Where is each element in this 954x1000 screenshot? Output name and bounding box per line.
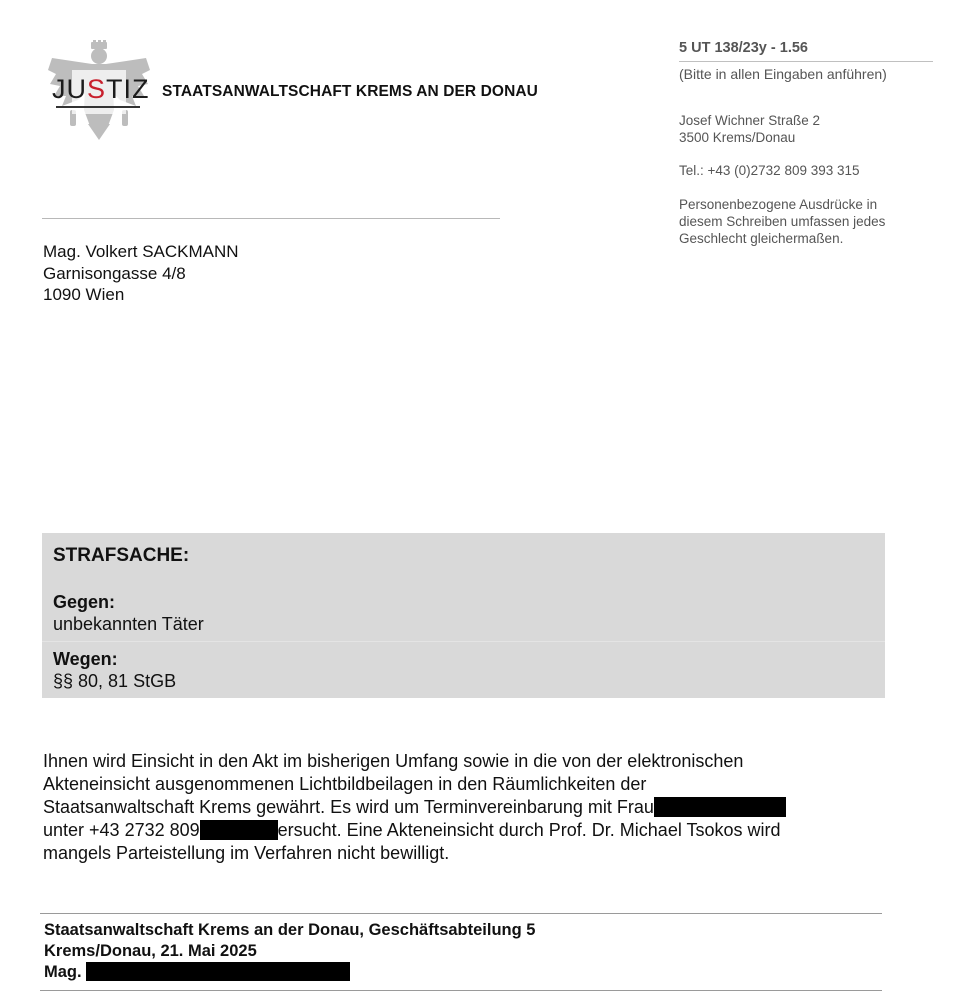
office-address	[679, 112, 820, 146]
redaction-bar	[654, 797, 786, 817]
redaction-bar	[86, 962, 350, 981]
reference-note: (Bitte in allen Eingaben anführen)	[679, 66, 887, 82]
reference-number: 5 UT 138/23y - 1.56	[679, 40, 808, 56]
body-text-segment: Staatsanwaltschaft Krems gewährt. Es wird um Terminvereinbarung mit Frau	[43, 797, 654, 817]
against-label: Gegen:	[53, 592, 116, 612]
body-line: Akteneinsicht ausgenommenen Lichtbildbeilagen in den Räumlichkeiten der	[43, 774, 647, 794]
regarding-label: Wegen:	[53, 649, 118, 669]
reference-divider	[679, 61, 933, 62]
recipient-city: 1090 Wien	[43, 285, 125, 304]
footer-divider-top	[40, 913, 882, 914]
redaction-bar	[200, 820, 278, 840]
footer-office: Staatsanwaltschaft Krems an der Donau, Geschäftsabteilung 5	[44, 921, 536, 939]
body-line: Ihnen wird Einsicht in den Akt im bisherigen Umfang sowie in die von der elektronischen	[43, 751, 744, 771]
body-line: mangels Parteistellung im Verfahren nicht bewilligt.	[43, 843, 450, 863]
logo-wordmark: JUSTIZ	[52, 74, 150, 104]
header-divider	[42, 218, 500, 219]
body-line	[43, 796, 883, 819]
recipient-address	[43, 241, 239, 306]
signature-block	[44, 920, 535, 983]
footer-divider-bottom	[40, 990, 882, 991]
case-separator	[42, 641, 885, 642]
office-name: STAATSANWALTSCHAFT KREMS AN DER DONAU	[162, 83, 538, 100]
signatory-prefix: Mag.	[44, 963, 82, 981]
body-text-segment: ersucht. Eine Akteneinsicht durch Prof. Dr. Michael Tsokos wird	[277, 820, 781, 840]
logo-underline	[56, 106, 140, 108]
recipient-street: Garnisongasse 4/8	[43, 263, 186, 283]
footer-place-date: Krems/Donau, 21. Mai 2025	[44, 942, 257, 960]
address-city: 3500 Krems/Donau	[679, 130, 796, 145]
recipient-name: Mag. Volkert SACKMANN	[43, 242, 239, 261]
gender-note: Personenbezogene Ausdrücke in diesem Schreiben umfassen jedes Geschlecht gleichermaßen.	[679, 197, 886, 246]
address-street: Josef Wichner Straße 2	[679, 113, 821, 128]
footer-signatory	[44, 962, 535, 983]
case-title: STRAFSACHE:	[53, 545, 190, 566]
letter-body	[43, 750, 883, 865]
regarding-value: §§ 80, 81 StGB	[53, 671, 177, 691]
body-line	[43, 819, 883, 842]
body-text-segment: unter +43 2732 809	[43, 820, 200, 840]
justiz-logo	[44, 40, 154, 140]
office-phone: Tel.: +43 (0)2732 809 393 315	[679, 163, 860, 178]
case-box	[42, 533, 885, 698]
against-value: unbekannten Täter	[53, 614, 204, 634]
